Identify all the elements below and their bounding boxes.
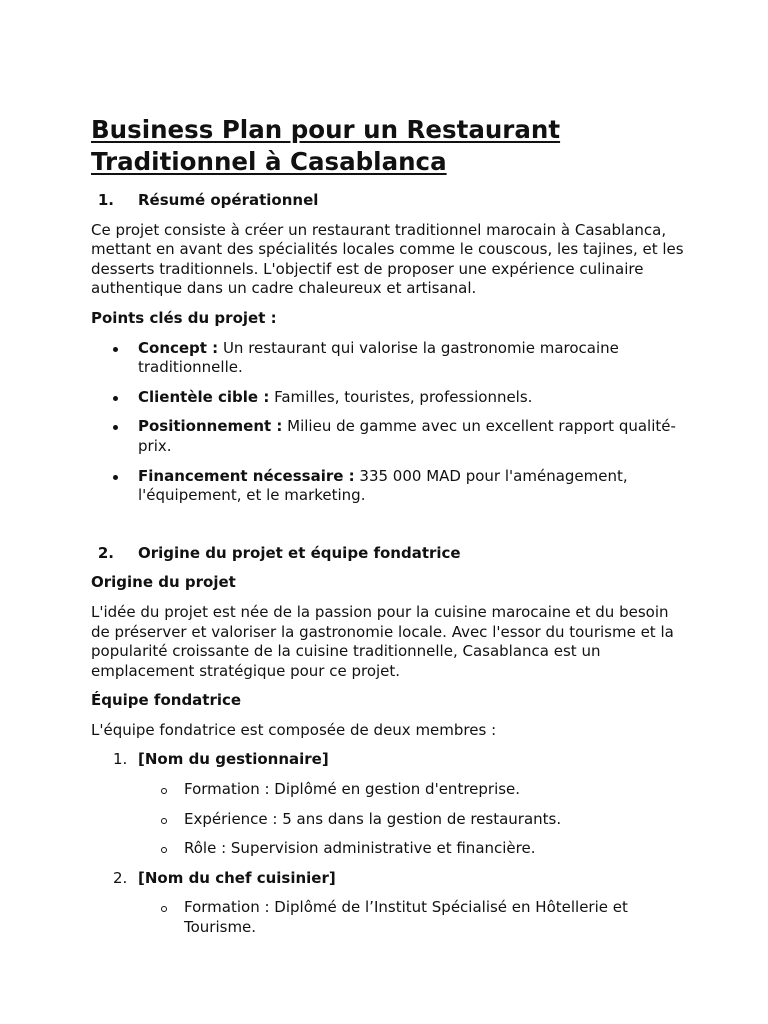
member-name: [Nom du gestionnaire] — [138, 750, 329, 769]
member-detail-text: Formation : Diplômé en gestion d'entreprise. — [184, 780, 521, 799]
key-points-list — [91, 339, 691, 506]
member-name: [Nom du chef cuisinier] — [138, 868, 336, 887]
member-detail-text: Expérience : 5 ans dans la gestion de restaurants. — [184, 809, 562, 828]
key-point-text: Familles, touristes, professionnels. — [269, 387, 533, 406]
document-content — [91, 114, 691, 938]
member-number: 2. — [113, 868, 128, 887]
team-intro: L'équipe fondatrice est composée de deux membres : — [91, 720, 497, 739]
key-point-text: 335 000 MAD pour l'aménagement, l'équipement, et le marketing. — [138, 466, 628, 505]
origin-heading: Origine du projet — [91, 573, 236, 592]
circle-bullet-icon — [161, 906, 167, 912]
key-point-item — [91, 467, 691, 506]
member-detail-text: Rôle : Supervision administrative et financière. — [184, 839, 536, 858]
section-1-title: Résumé opérationnel — [138, 191, 319, 209]
bullet-icon — [113, 475, 118, 480]
member-detail-item — [91, 780, 691, 800]
circle-bullet-icon — [161, 847, 167, 853]
key-point-text: Un restaurant qui valorise la gastronomie marocaine traditionnelle. — [138, 338, 619, 377]
key-point-label: Concept : — [138, 338, 219, 357]
document-title: Business Plan pour un Restaurant Traditionnel à Casablanca — [91, 115, 561, 176]
member-number: 1. — [113, 750, 128, 769]
section-1-heading — [91, 191, 691, 211]
key-point-label: Clientèle cible : — [138, 387, 270, 406]
member-details-list — [138, 898, 691, 937]
section-2-number: 2. — [97, 543, 114, 562]
team-member-item — [91, 750, 691, 858]
key-point-label: Financement nécessaire : — [138, 466, 355, 485]
member-detail-item — [91, 839, 691, 859]
circle-bullet-icon — [161, 818, 167, 824]
origin-paragraph: L'idée du projet est née de la passion pour la cuisine marocaine et du besoin de préserver et valoriser la gastronomie locale. Avec l'essor du tourisme et la popularité croissante de la cuisine traditionnelle, Casablanca est un emplacement stratégique pour ce projet. — [91, 602, 674, 680]
key-point-text: Milieu de gamme avec un excellent rapport qualité-prix. — [138, 417, 676, 455]
team-heading: Équipe fondatrice — [91, 691, 242, 710]
summary-paragraph: Ce projet consiste à créer un restaurant traditionnel marocain à Casablanca, mettant en avant des spécialités locales comme le couscous, les tajines, et les desserts traditionnels. L'objectif est de proposer une expérience culinaire authentique dans un cadre chaleureux et artisanal. — [91, 220, 684, 298]
bullet-icon — [113, 347, 118, 352]
member-details-list — [138, 780, 691, 859]
member-detail-item — [91, 898, 691, 937]
section-2-title: Origine du projet et équipe fondatrice — [138, 543, 461, 562]
key-points-heading: Points clés du projet : — [91, 308, 277, 327]
section-2-heading — [91, 544, 691, 564]
circle-bullet-icon — [161, 788, 167, 794]
key-point-item — [91, 417, 691, 456]
section-1-number: 1. — [97, 191, 114, 209]
member-detail-item — [91, 810, 691, 830]
bullet-icon — [113, 425, 118, 430]
team-member-item — [91, 869, 691, 938]
key-point-item — [91, 388, 691, 408]
key-point-item — [91, 339, 691, 378]
member-detail-text: Formation : Diplômé de l’Institut Spécialisé en Hôtellerie et Tourisme. — [184, 898, 628, 937]
team-members-list — [91, 750, 691, 937]
bullet-icon — [113, 396, 118, 401]
key-point-label: Positionnement : — [138, 417, 283, 436]
